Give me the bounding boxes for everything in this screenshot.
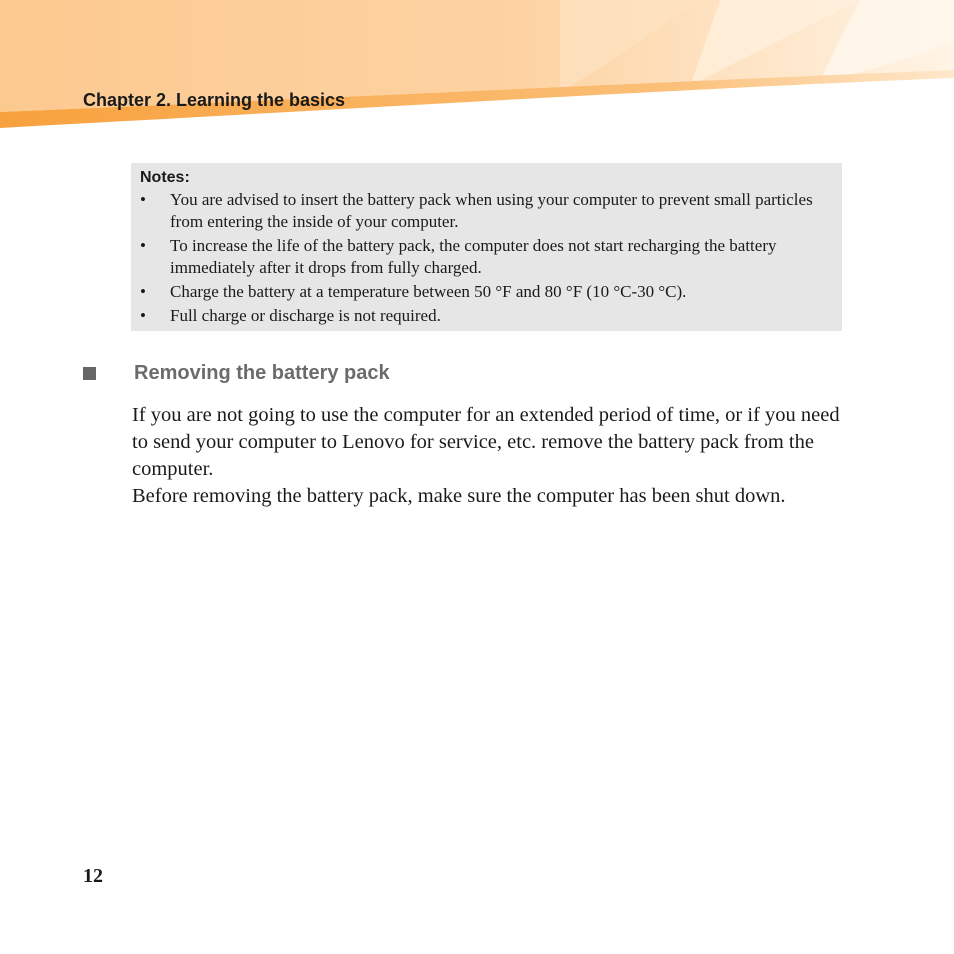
note-text: You are advised to insert the battery pack when using your computer to prevent small particles from entering the inside of your computer. bbox=[170, 190, 813, 231]
list-item bbox=[140, 305, 832, 327]
bullet-icon: • bbox=[140, 306, 146, 325]
bullet-icon: • bbox=[140, 236, 146, 255]
bullet-icon: • bbox=[140, 282, 146, 301]
section-body bbox=[132, 402, 844, 510]
page-number: 12 bbox=[83, 865, 103, 887]
bullet-icon: • bbox=[140, 190, 146, 209]
list-item bbox=[140, 281, 832, 303]
section-heading bbox=[83, 360, 390, 386]
header-decoration bbox=[0, 0, 954, 132]
note-text: Full charge or discharge is not required. bbox=[170, 306, 441, 325]
body-paragraph: Before removing the battery pack, make sure the computer has been shut down. bbox=[132, 485, 786, 507]
list-item bbox=[140, 235, 832, 279]
list-item bbox=[140, 189, 832, 233]
notes-list bbox=[140, 189, 832, 327]
notes-title: Notes: bbox=[140, 169, 190, 186]
square-bullet-icon bbox=[83, 367, 96, 380]
chapter-title: Chapter 2. Learning the basics bbox=[83, 90, 346, 110]
notes-box bbox=[131, 163, 842, 331]
note-text: Charge the battery at a temperature between 50 °F and 80 °F (10 °C-30 °C). bbox=[170, 282, 687, 301]
body-paragraph: If you are not going to use the computer for an extended period of time, or if you need to send your computer to Lenovo for service, etc. remove the battery pack from the computer. bbox=[132, 404, 840, 480]
note-text: To increase the life of the battery pack, the computer does not start recharging the battery immediately after it drops from fully charged. bbox=[170, 236, 777, 277]
section-title: Removing the battery pack bbox=[134, 362, 390, 384]
